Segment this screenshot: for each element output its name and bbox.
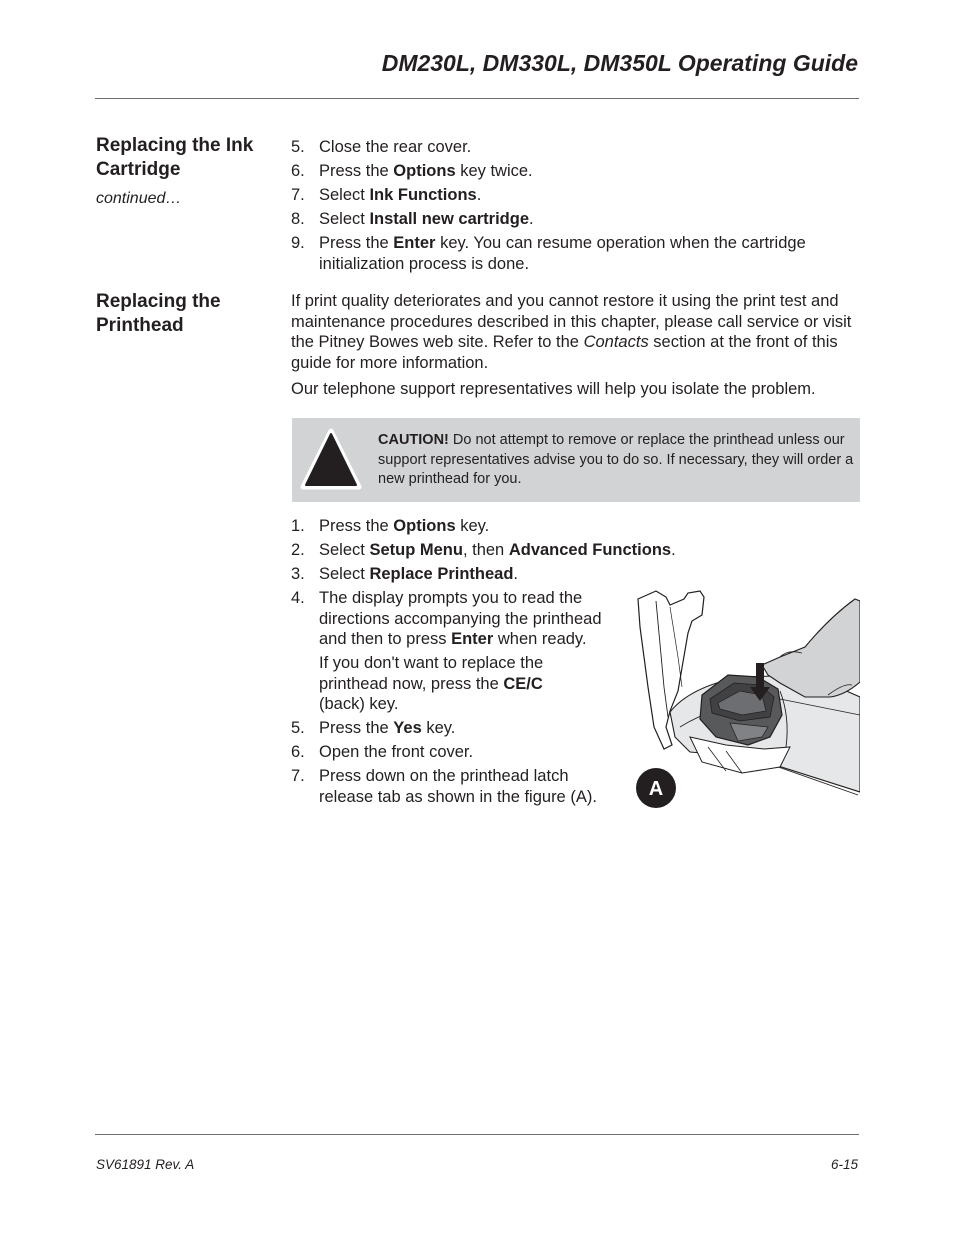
caution-text: CAUTION! Do not attempt to remove or replace the printhead unless our support representatives advise you to do so. If necessary, they will order a new printhead for you.	[378, 432, 854, 487]
printhead-intro	[291, 291, 859, 400]
header-divider	[95, 98, 859, 99]
list-item: 6. Press the Options key twice.	[291, 162, 533, 180]
document-code: SV61891 Rev. A	[96, 1157, 195, 1172]
figure-label-text: A	[648, 778, 664, 800]
printhead-latch-illustration	[630, 587, 860, 812]
list-item: 7. Select Ink Functions.	[291, 186, 482, 204]
list-item: 4. The display prompts you to read the directions accompanying the printhead and then to press Enter when ready.	[291, 589, 602, 648]
section-heading-printhead: Replacing the Printhead	[96, 291, 221, 336]
list-item: 2. Select Setup Menu, then Advanced Functions.	[291, 541, 676, 559]
list-item: 1. Press the Options key.	[291, 517, 490, 535]
list-item: If you don't want to replace the printhead now, press the CE/C (back) key.	[319, 654, 544, 713]
list-item: 6. Open the front cover.	[291, 743, 474, 761]
page-title: DM230L, DM330L, DM350L Operating Guide	[381, 50, 858, 76]
list-item: 9. Press the Enter key. You can resume operation when the cartridge initialization process is done.	[291, 234, 806, 273]
support-paragraph: Our telephone support representatives will help you isolate the problem.	[291, 380, 816, 398]
continued-note: continued…	[96, 190, 182, 207]
list-item: 5. Close the rear cover.	[291, 138, 472, 156]
intro-paragraph: If print quality deteriorates and you cannot restore it using the print test and maintenance procedures described in this chapter, please call service or visit the Pitney Bowes web site. Refer to the Contacts section at the front of this guide for more information.	[291, 292, 852, 372]
warning-triangle-icon	[300, 428, 362, 490]
caution-box	[292, 418, 860, 502]
page-number: 6-15	[830, 1157, 858, 1172]
list-item: 3. Select Replace Printhead.	[291, 565, 519, 583]
list-item: 7. Press down on the printhead latch release tab as shown in the figure (A).	[291, 767, 597, 806]
footer-divider	[95, 1134, 859, 1135]
ink-cartridge-steps	[291, 137, 861, 274]
section-heading-ink-cartridge: Replacing the Ink Cartridge	[96, 135, 254, 180]
list-item: 5. Press the Yes key.	[291, 719, 456, 737]
list-item: 8. Select Install new cartridge.	[291, 210, 534, 228]
